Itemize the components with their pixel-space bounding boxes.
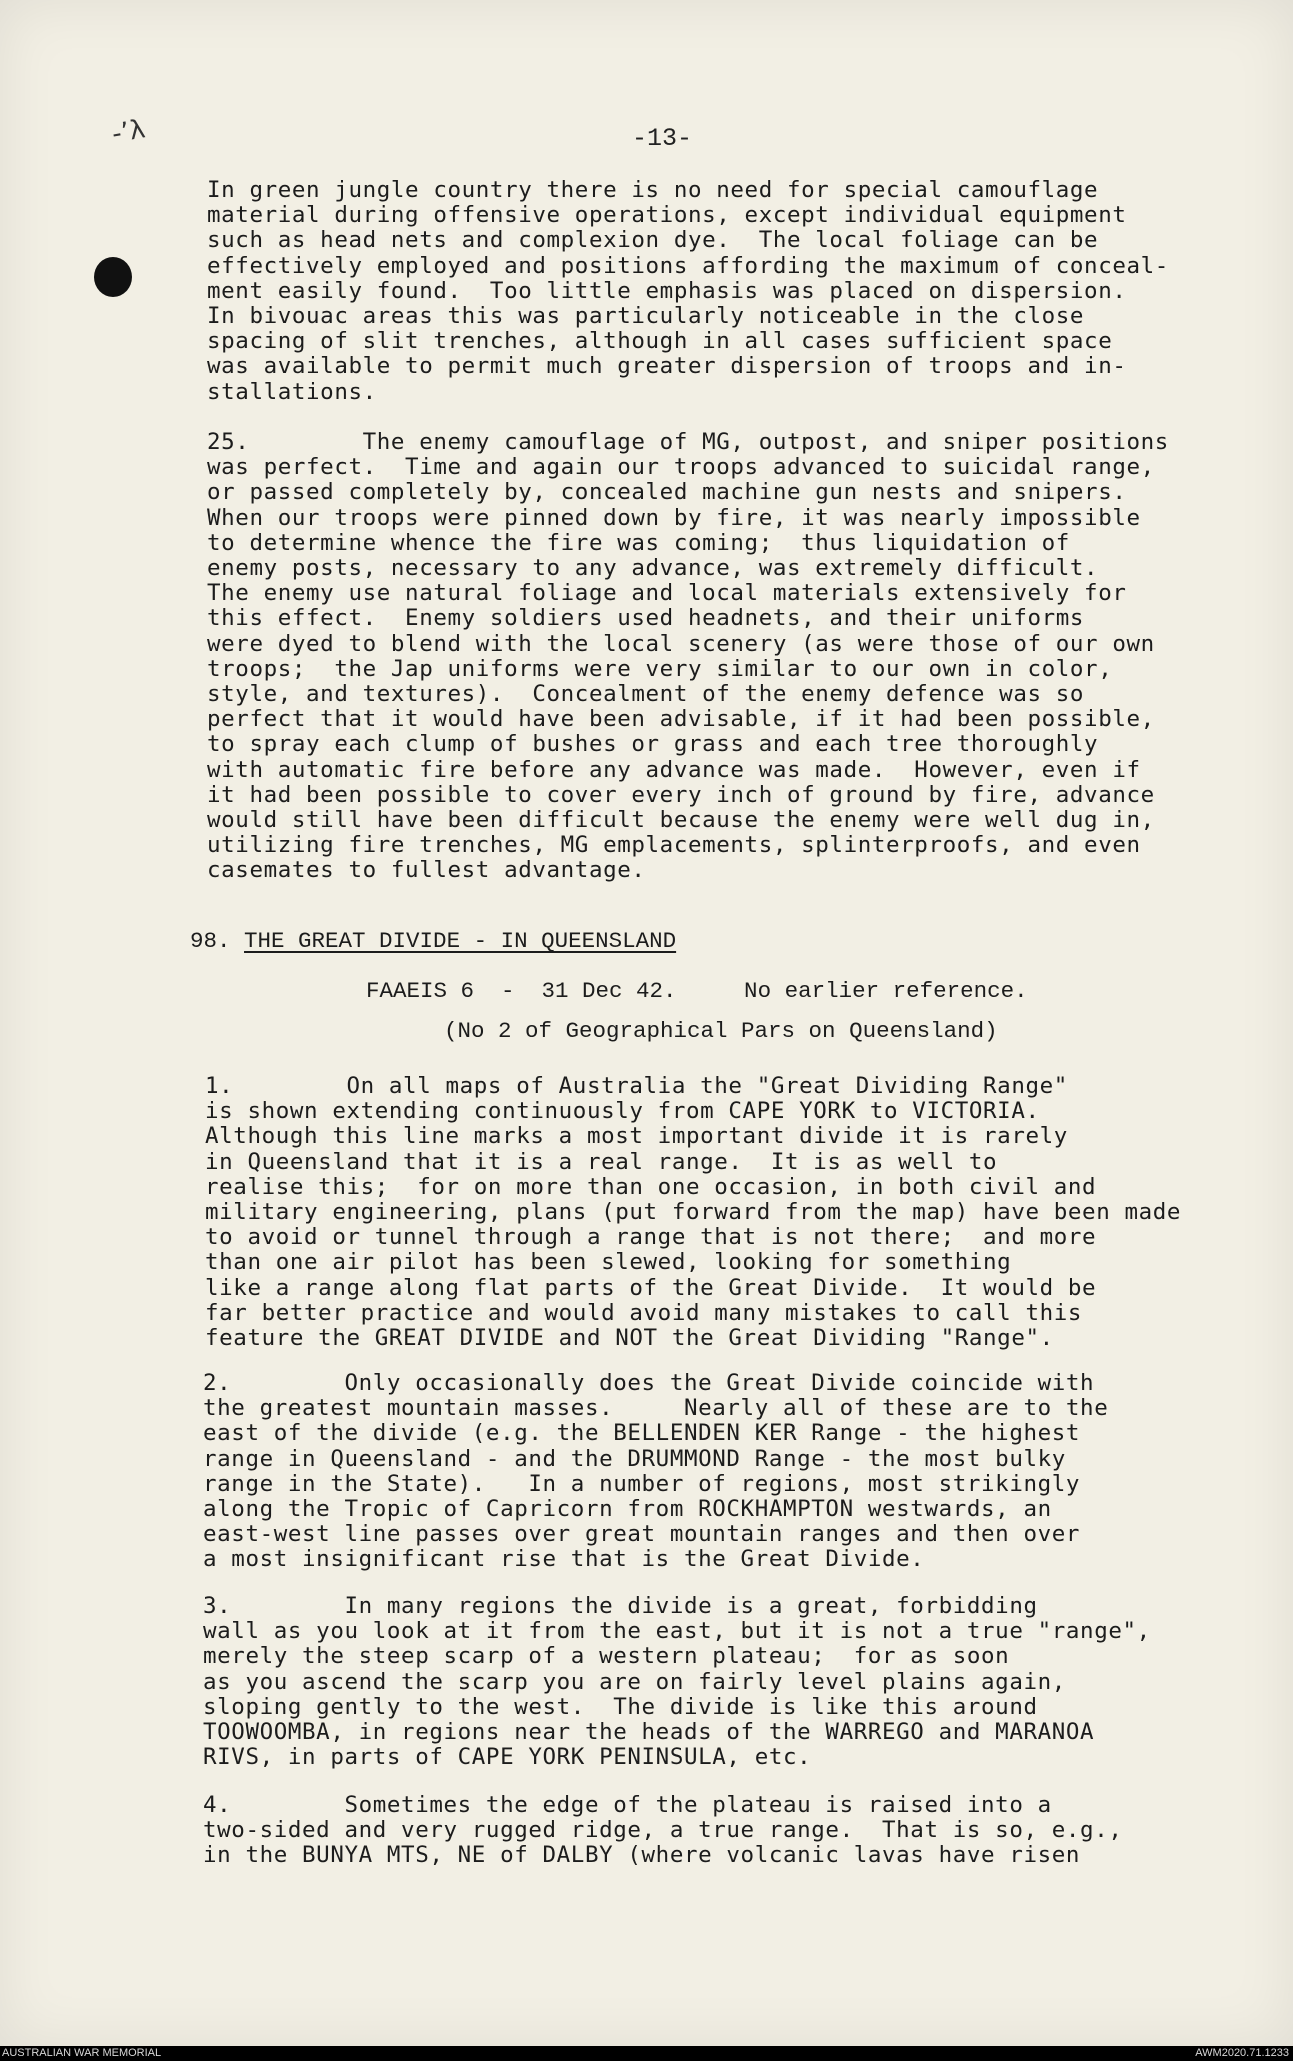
section-subtitle: (No 2 of Geographical Pars on Queensland)	[444, 1018, 998, 1044]
punch-hole	[94, 257, 132, 297]
paragraph-camouflage-intro: In green jungle country there is no need for special camouflage material during offensive operations, except individual equipment such as head nets and complexion dye. The local foliage can be effectively employed and positions affording the maximum of conceal- ment easily found. Too little emphasis was placed on dispersion. In bivouac areas this was particularly noticeable in the close spacing of slit trenches, although in all cases sufficient space was available to permit much greater dispersion of troops and in- stallations.	[207, 177, 1169, 405]
paragraph-25: 25. The enemy camouflage of MG, outpost, and sniper positions was perfect. Time and again our troops advanced to suicidal range, or passed completely by, concealed machine gun nests and snipers. When our troops were pinned down by fire, it was nearly impossible to determine whence the fire was coming; thus liquidation of enemy posts, necessary to any advance, was extremely difficult. The enemy use natural foliage and local materials extensively for this effect. Enemy soldiers used headnets, and their uniforms were dyed to blend with the local scenery (as were those of our own troops; the Jap uniforms were very similar to our own in color, style, and textures). Concealment of the enemy defence was so perfect that it would have been advisable, if it had been possible, to spray each clump of bushes or grass and each tree thoroughly with automatic fire before any advance was made. However, even if it had been possible to cover every inch of ground by fire, advance would still have been difficult because the enemy were well dug in, utilizing fire trenches, MG emplacements, splinterproofs, and even casemates to fullest advantage.	[207, 429, 1169, 884]
paragraph-2: 2. Only occasionally does the Great Divide coincide with the greatest mountain masses. Nearly all of these are to the east of the divide (e.g. the BELLENDEN KER Range - the highest range in Queensland - and the DRUMMOND Range - the most bulky range in the State). In a number of regions, most strikingly along the Tropic of Capricorn from ROCKHAMPTON westwards, an east-west line passes over great mountain ranges and then over a most insignificant rise that is the Great Divide.	[203, 1370, 1109, 1573]
paragraph-4: 4. Sometimes the edge of the plateau is raised into a two-sided and very rugged ridge, a true range. That is so, e.g., in the BUNYA MTS, NE of DALBY (where volcanic lavas have risen	[203, 1792, 1123, 1869]
section-heading	[190, 928, 676, 954]
paragraph-1: 1. On all maps of Australia the "Great Dividing Range" is shown extending continuously from CAPE YORK to VICTORIA. Although this line marks a most important divide it is rarely in Queensland that it is a real range. It is as well to realise this; for on more than one occasion, in both civil and military engineering, plans (put forward from the map) have been made to avoid or tunnel through a range that is not there; and more than one air pilot has been slewed, looking for something like a range along flat parts of the Great Divide. It would be far better practice and would avoid many mistakes to call this feature the GREAT DIVIDE and NOT the Great Dividing "Range".	[205, 1073, 1182, 1352]
page-number: -13-	[632, 124, 693, 153]
source-reference: FAAEIS 6 - 31 Dec 42. No earlier reference.	[366, 978, 1028, 1004]
pencil-mark: -’λ	[109, 114, 148, 150]
section-title: THE GREAT DIVIDE - IN QUEENSLAND	[244, 928, 677, 954]
footer-accession-number: AWM2020.71.1233	[1195, 2047, 1289, 2059]
section-number: 98.	[190, 928, 231, 954]
paragraph-3: 3. In many regions the divide is a great, forbidding wall as you look at it from the east, but it is not a true "range", merely the steep scarp of a western plateau; for as soon as you ascend the scarp you are on fairly level plains again, sloping gently to the west. The divide is like this around TOOWOOMBA, in regions near the heads of the WARREGO and MARANOA RIVS, in parts of CAPE YORK PENINSULA, etc.	[203, 1593, 1151, 1771]
footer-archive-name: AUSTRALIAN WAR MEMORIAL	[2, 2047, 162, 2059]
